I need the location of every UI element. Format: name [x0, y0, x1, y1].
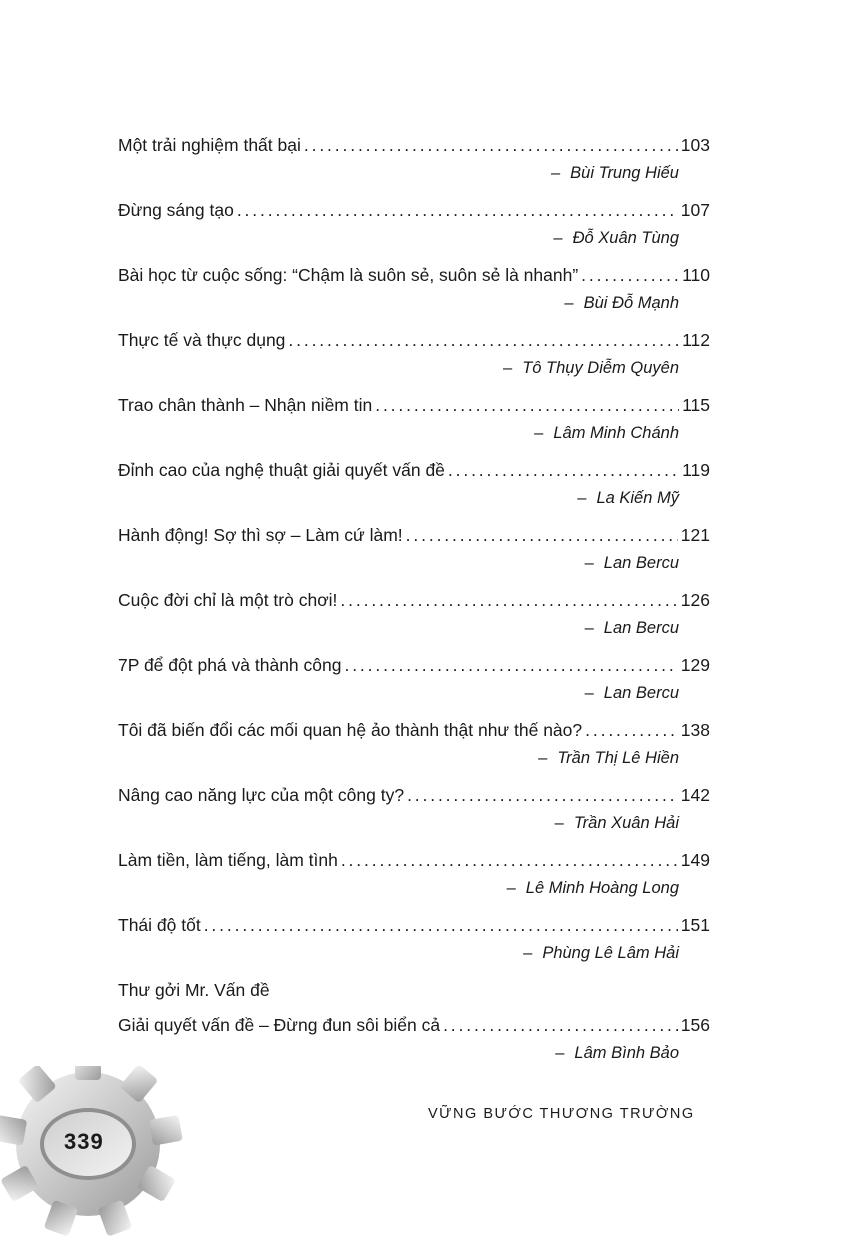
dot-leader — [406, 521, 678, 549]
author-dash: – — [534, 424, 544, 442]
toc-entry-author: Bùi Trung Hiếu — [570, 164, 679, 182]
toc-entry-author-line — [118, 1039, 710, 1067]
toc-entry-title: Hành động! Sợ thì sợ – Làm cứ làm! — [118, 525, 403, 545]
toc-entry-author-line — [118, 484, 710, 512]
toc-entry-author: Lan Bercu — [603, 554, 679, 572]
dot-leader — [448, 456, 679, 484]
toc-entry — [118, 521, 710, 577]
toc-entry — [118, 911, 710, 967]
toc-entry-author: La Kiến Mỹ — [596, 489, 679, 507]
toc-entry-title: Nâng cao năng lực của một công ty? — [118, 785, 405, 805]
toc-entry-page: 138 — [680, 720, 710, 740]
author-dash: – — [538, 749, 548, 767]
author-dash: – — [584, 684, 594, 702]
toc-entry-page: 107 — [680, 200, 710, 220]
dot-leader — [375, 391, 679, 419]
toc-entry-title: Đừng sáng tạo — [118, 200, 234, 220]
dot-leader — [407, 781, 678, 809]
author-dash: – — [584, 619, 594, 637]
table-of-contents — [118, 131, 710, 1076]
toc-entry — [118, 131, 710, 187]
toc-entry-page: 126 — [680, 590, 710, 610]
author-dash: – — [584, 554, 594, 572]
toc-entry-page: 156 — [680, 1015, 710, 1035]
toc-entry-page: 110 — [682, 265, 710, 285]
toc-entry — [118, 846, 710, 902]
toc-entry-page: 103 — [680, 135, 710, 155]
toc-entry-title: Đỉnh cao của nghệ thuật giải quyết vấn đề — [118, 460, 445, 480]
toc-entry — [118, 586, 710, 642]
toc-entry-title: 7P để đột phá và thành công — [118, 655, 342, 675]
dot-leader — [204, 911, 678, 939]
toc-entry-author: Bùi Đỗ Mạnh — [583, 294, 679, 312]
toc-entry — [118, 196, 710, 252]
author-dash: – — [503, 359, 513, 377]
toc-entry — [118, 456, 710, 512]
toc-entry-author-line — [118, 224, 710, 252]
author-dash: – — [553, 229, 563, 247]
toc-entry-author: Tô Thụy Diễm Quyên — [522, 359, 679, 377]
author-dash: – — [554, 814, 564, 832]
author-dash: – — [555, 1044, 565, 1062]
toc-entry-author-line — [118, 549, 710, 577]
toc-entry-author: Lâm Bình Bảo — [574, 1044, 679, 1062]
toc-entry-author-line — [118, 614, 710, 642]
toc-entry-author: Trần Xuân Hải — [573, 814, 679, 832]
dot-leader — [340, 586, 677, 614]
toc-entry-author-line — [118, 289, 710, 317]
dot-leader — [304, 131, 678, 159]
dot-leader — [581, 261, 679, 289]
toc-entry-author: Phùng Lê Lâm Hải — [542, 944, 679, 962]
toc-entry-title: Trao chân thành – Nhận niềm tin — [118, 395, 373, 415]
toc-entry — [118, 326, 710, 382]
toc-entry-author-line — [118, 354, 710, 382]
toc-entry-title: Thái độ tốt — [118, 915, 201, 935]
author-dash: – — [506, 879, 516, 897]
toc-entry-page: 151 — [680, 915, 710, 935]
dot-leader — [344, 651, 677, 679]
dot-leader — [288, 326, 679, 354]
toc-entry-page: 121 — [680, 525, 710, 545]
toc-entry-author-line — [118, 809, 710, 837]
toc-entry-page: 112 — [682, 330, 710, 350]
toc-entry-title-line2: Giải quyết vấn đề – Đừng đun sôi biển cả — [118, 1015, 441, 1035]
toc-entry — [118, 716, 710, 772]
dot-leader — [585, 716, 678, 744]
toc-entry — [118, 391, 710, 447]
author-dash: – — [523, 944, 533, 962]
toc-entry-title-line1: Thư gởi Mr. Vấn đề — [118, 980, 270, 1000]
toc-entry-page: 119 — [682, 460, 710, 480]
toc-entry — [118, 781, 710, 837]
page-number: 339 — [64, 1129, 104, 1154]
toc-entry-page: 115 — [682, 395, 710, 415]
dot-leader — [341, 846, 678, 874]
toc-entry-author: Lê Minh Hoàng Long — [525, 879, 679, 897]
toc-entry-author: Lan Bercu — [603, 684, 679, 702]
gear-icon — [0, 1066, 200, 1246]
toc-entry-page: 129 — [680, 655, 710, 675]
toc-entry-author: Lan Bercu — [603, 619, 679, 637]
toc-entry-title: Tôi đã biến đổi các mối quan hệ ảo thành thật như thế nào? — [118, 720, 583, 740]
toc-entry-author-line — [118, 419, 710, 447]
toc-entry-title: Cuộc đời chỉ là một trò chơi! — [118, 590, 338, 610]
author-dash: – — [577, 489, 587, 507]
toc-entry-page: 142 — [680, 785, 710, 805]
toc-entry-author-line — [118, 679, 710, 707]
running-footer-book-title: VỮNG BƯỚC THƯƠNG TRƯỜNG — [428, 1106, 695, 1122]
toc-entry-author-line — [118, 939, 710, 967]
toc-entry-author: Lâm Minh Chánh — [553, 424, 679, 442]
dot-leader — [237, 196, 678, 224]
dot-leader — [443, 1011, 678, 1039]
toc-entry-page: 149 — [680, 850, 710, 870]
toc-entry — [118, 261, 710, 317]
toc-entry-title: Thực tế và thực dụng — [118, 330, 286, 350]
toc-entry-author: Đỗ Xuân Tùng — [572, 229, 679, 247]
toc-entry — [118, 651, 710, 707]
toc-entry-last — [118, 976, 710, 1067]
author-dash: – — [550, 164, 561, 182]
toc-entry-title: Một trải nghiệm thất bại — [118, 135, 301, 155]
toc-entry-author-line — [118, 874, 710, 902]
toc-entry-author-line — [118, 159, 710, 187]
toc-entry-title: Làm tiền, làm tiếng, làm tình — [118, 850, 338, 870]
toc-entry-title: Bài học từ cuộc sống: “Chậm là suôn sẻ, suôn sẻ là nhanh” — [118, 265, 579, 285]
toc-entry-author: Trần Thị Lê Hiền — [557, 749, 679, 767]
toc-entry-author-line — [118, 744, 710, 772]
author-dash: – — [564, 294, 574, 312]
